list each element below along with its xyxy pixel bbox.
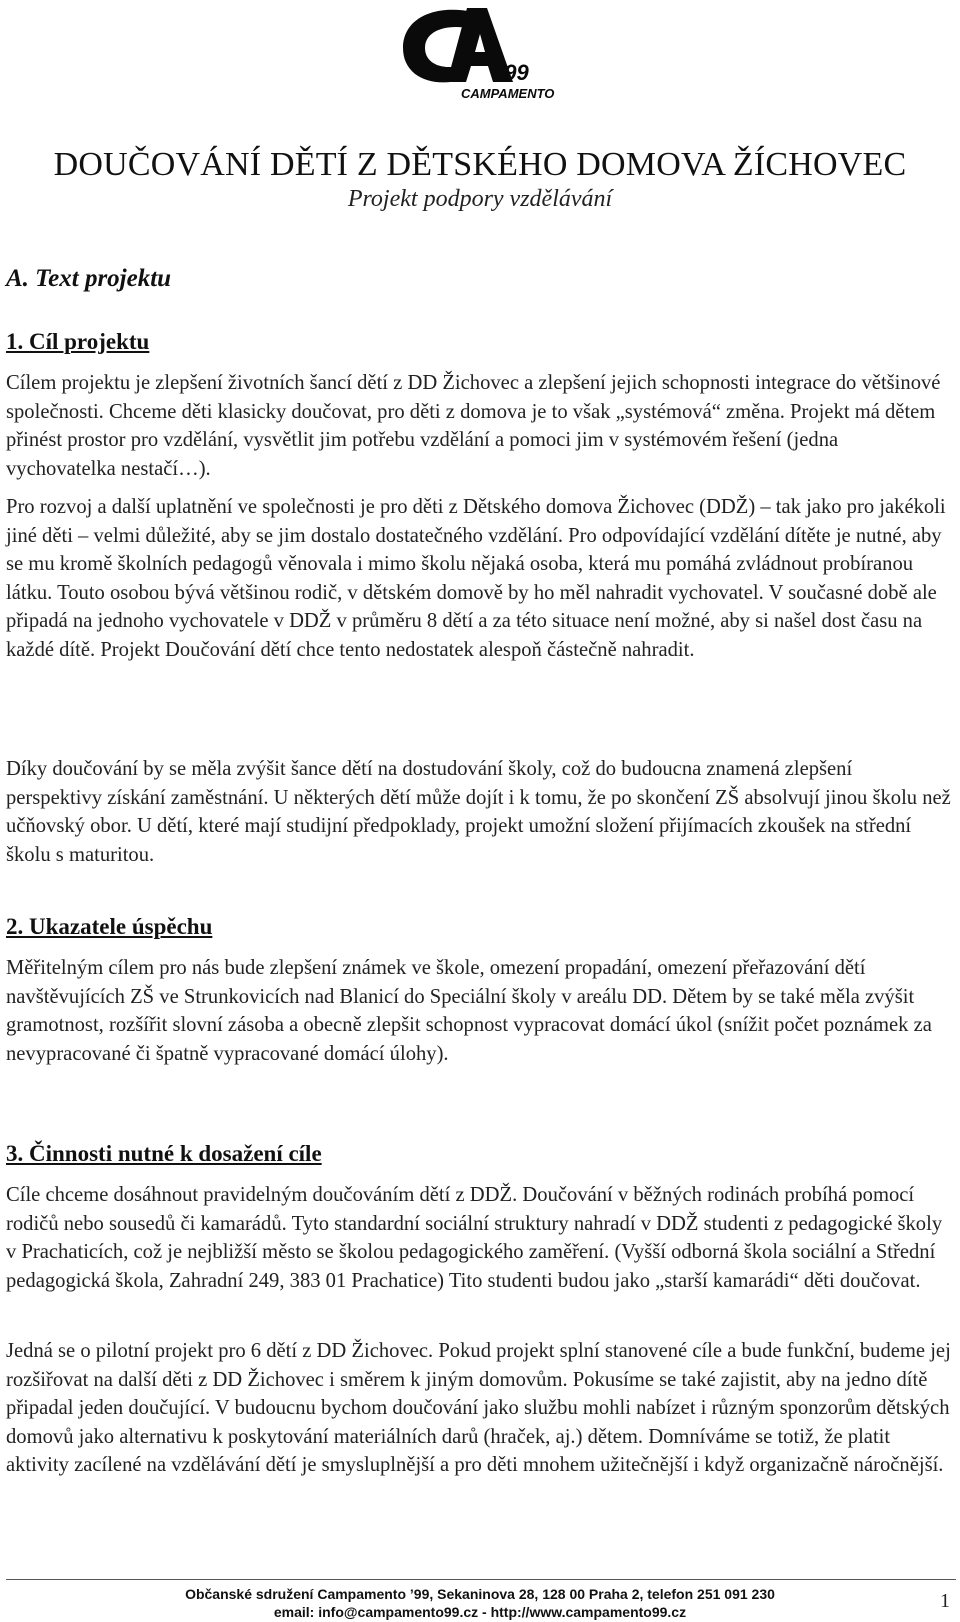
footer-divider — [6, 1579, 956, 1580]
paragraph: Měřitelným cílem pro nás bude zlepšení známek ve škole, omezení propadání, omezení přeřazování dětí navštěvujících ZŠ ve Strunkovicích nad Blanicí do Speciální školy v areálu DD. Dětem by se také měla zvýšit gramotnost, rozšířit slovní zásoba a obecně zlepšit schopnost vypracovat domácí úkol (snížit počet poznámek za nevypracované či špatně vypracované domácí úlohy). — [6, 957, 932, 1065]
footer-address: Občanské sdružení Campamento ’99, Sekaninova 28, 128 00 Praha 2, telefon 251 091 230 — [185, 1586, 775, 1602]
paragraph: Pro rozvoj a další uplatnění ve společnosti je pro děti z Dětského domova Žichovec (DDŽ) – tak jako pro jakékoli jiné děti – velmi důležité, aby se jim dostalo dostatečného vzdělání. Pro odpovídající vzdělání dítěte je nutné, aby se mu kromě školních pedagogů věnovala i mimo školu nějaká osoba, která mu pomáhá zvládnout probíranou látku. Touto osobou bývá většinou rodič, v dětském domově by ho měl nahradit vychovatel. V současné době ale připadá na jednoho vychovatele v DDŽ v průměru 8 dětí a za této situace není možné, aby si našel dost času na každé dítě. Projekt Doučování dětí chce tento nedostatek alespoň částečně nahradit. — [6, 496, 946, 661]
section-heading-activities: 3. Činnosti nutné k dosažení cíle — [6, 1141, 322, 1166]
logo-year: '99 — [499, 60, 529, 85]
section-heading-goal: 1. Cíl projektu — [6, 329, 150, 354]
footer-contact: email: info@campamento99.cz - http://www.campamento99.cz — [273, 1604, 687, 1620]
campamento-logo — [395, 4, 555, 104]
paragraph: Cílem projektu je zlepšení životních šancí dětí z DD Žichovec a zlepšení jejich schopnosti integrace do většinové společnosti. Chceme děti klasicky doučovat, pro děti z domova je to však „systémová“ změna. Projekt má dětem přinést prostor pro vzdělání, vysvětlit jim potřebu vzdělání a pomoci jim v systémovém řešení (jedna vychovatelka nestačí…). — [6, 372, 941, 480]
section-heading-indicators: 2. Ukazatele úspěchu — [6, 914, 213, 939]
campamento-logo-graphic — [395, 4, 555, 104]
paragraph: Cíle chceme dosáhnout pravidelným doučováním dětí z DDŽ. Doučování v běžných rodinách probíhá pomocí rodičů nebo sousedů či kamarádů. Tyto standardní sociální struktury nahradí v DDŽ studenti z pedagogické školy v Prachaticích, což je nejbližší město se školou pedagogického zaměření. (Vyšší odborná škola sociální a Střední pedagogická škola, Zahradní 249, 383 01 Prachatice) Tito studenti budou jako „starší kamarádi“ děti doučovat. — [6, 1184, 943, 1292]
document-subtitle: Projekt podpory vzdělávání — [347, 186, 613, 212]
logo-name: CAMPAMENTO — [461, 86, 555, 101]
paragraph: Díky doučování by se měla zvýšit šance dětí na dostudování školy, což do budoucna znamená zlepšení perspektivy získání zaměstnání. U některých dětí může dojít i k tomu, že po skončení ZŠ absolvují jinou školu než učňovský obor. U dětí, které mají studijní předpoklady, projekt umožní složení přijímacích zkoušek na střední školu s maturitou. — [6, 758, 951, 866]
page-number: 1 — [940, 1590, 950, 1612]
paragraph: Jedná se o pilotní projekt pro 6 dětí z DD Žichovec. Pokud projekt splní stanovené cíle a bude funkční, budeme jej rozšiřovat na další děti z DD Žichovec i směrem k jiným domovům. Pokusíme se také zajistit, aby na jedno dítě připadal jeden doučující. V budoucnu bychom doučování jako službu mohli nabízet i různým sponzorům dětských domovů jako alternativu k poskytování materiálních darů (hraček, aj.) dětem. Domníváme se totiž, že platit aktivity zacílené na vzdělávání dětí je smysluplnější a pro děti mnohem užitečnější i když organizačně náročnější. — [6, 1340, 951, 1476]
document-title: DOUČOVÁNÍ DĚTÍ Z DĚTSKÉHO DOMOVA ŽÍCHOVEC — [53, 146, 907, 183]
part-heading: A. Text projektu — [6, 265, 172, 292]
